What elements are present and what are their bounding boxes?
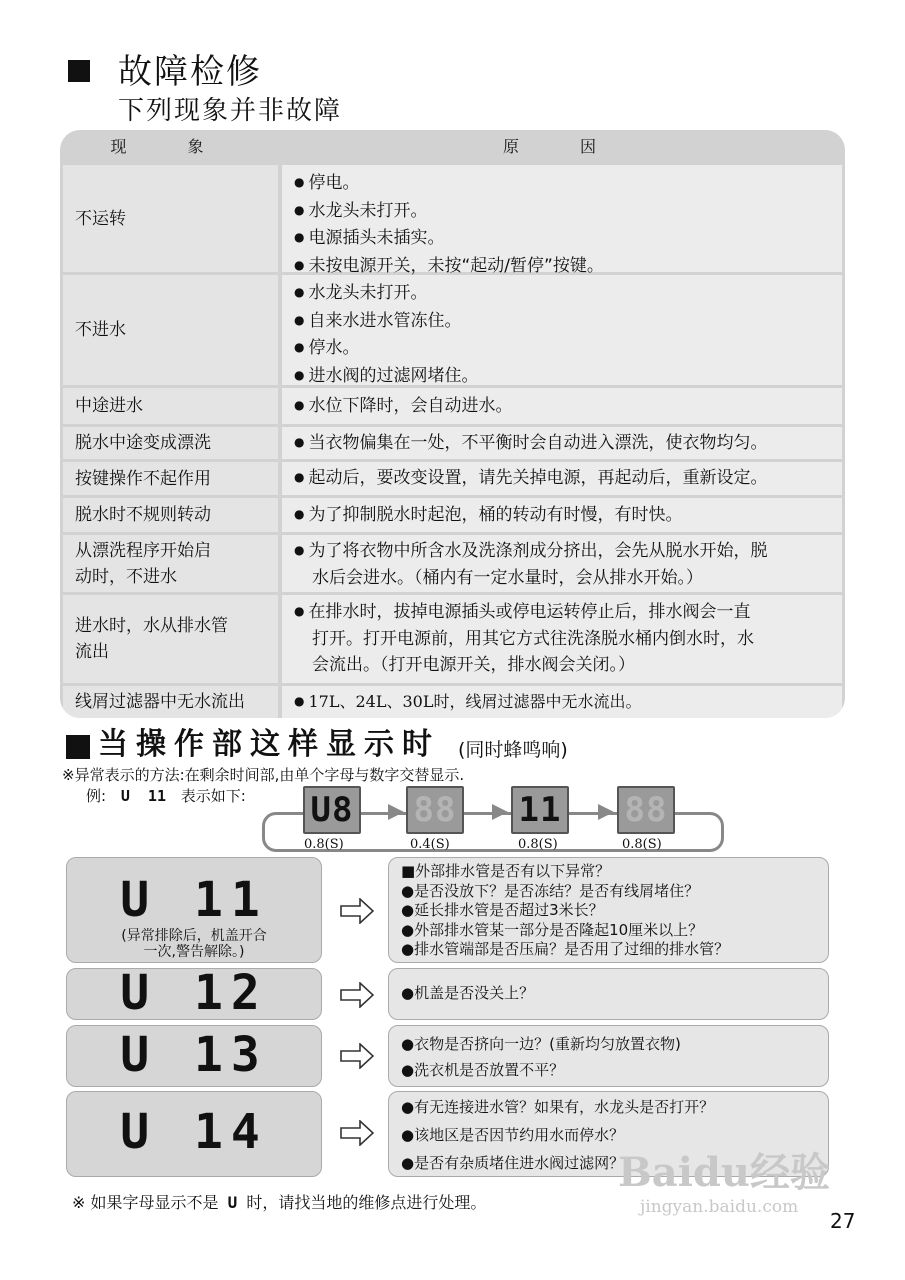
cause-cell — [282, 686, 842, 718]
cycle-connector — [362, 810, 390, 814]
cause-cell — [282, 462, 842, 495]
table-row — [60, 535, 845, 592]
cause-item-continuation: 会流出。（打开电源开关，排水阀会关闭。） — [312, 655, 635, 675]
example-code: U 11 — [120, 787, 166, 805]
example-prefix: 例: — [86, 787, 107, 805]
display-time-3: 0.8(S) — [518, 837, 558, 852]
cause-item: ● 水龙头未打开。 — [294, 279, 842, 307]
arrow-right-icon — [340, 1043, 374, 1069]
symptom-line: 动时，不进水 — [75, 567, 177, 587]
error-code-note: (异常排除后，机盖开合 — [121, 928, 267, 944]
error-code: U 13 — [120, 1027, 268, 1083]
symptom-cell: 脱水时不规则转动 — [63, 498, 278, 532]
header-cause: 原 因 — [502, 137, 625, 156]
display-frame-3: 11 — [511, 786, 569, 834]
symptom-line: 流出 — [75, 642, 109, 662]
cause-item: ● 水龙头未打开。 — [294, 197, 842, 225]
cause-item: ● 进水阀的过滤网堵住。 — [294, 362, 842, 390]
table-row — [60, 686, 845, 718]
footer-suffix: 时，请找当地的维修点进行处理。 — [246, 1193, 487, 1212]
table-row — [60, 165, 845, 276]
error-info-box — [388, 857, 829, 963]
cause-item: ● 未按电源开关，未按“起动/暂停”按键。 — [294, 252, 842, 280]
arrow-right-icon — [340, 982, 374, 1008]
example-suffix: 表示如下: — [180, 787, 246, 805]
page-title: 故障检修 — [118, 52, 262, 92]
error-code-box — [66, 1025, 322, 1087]
page-number: 27 — [830, 1209, 856, 1233]
info-line: ●是否没放下？是否冻结？是否有线屑堵住？ — [401, 881, 700, 900]
watermark-url: jingyan.baidu.com — [640, 1197, 799, 1217]
table-row — [60, 498, 845, 532]
arrow-right-icon — [340, 1120, 374, 1146]
symptom-cell: 线屑过滤器中无水流出 — [63, 686, 278, 718]
cause-item-continuation: 打开。打开电源前，用其它方式往洗涤脱水桶内倒水时，水 — [312, 628, 754, 649]
info-line: ■外部排水管是否有以下异常？ — [401, 862, 611, 880]
info-line: ●衣物是否挤向一边？(重新均匀放置衣物) — [401, 1035, 681, 1053]
heading-square-icon — [68, 60, 90, 82]
error-info-box — [388, 968, 829, 1020]
error-info-box — [388, 1025, 829, 1087]
table-row — [60, 275, 845, 385]
error-code-note: 一次,警告解除。) — [143, 944, 245, 960]
symptom-cell — [63, 535, 278, 592]
cause-cell — [282, 275, 842, 385]
header-phenomenon: 现 象 — [110, 137, 232, 156]
footer-prefix: ※ 如果字母显示不是 — [72, 1193, 219, 1212]
symptom-cell: 不进水 — [63, 275, 278, 385]
table-row — [60, 462, 845, 495]
cause-item: ● 当衣物偏集在一处，不平衡时会自动进入漂洗，使衣物均匀。 — [294, 429, 842, 457]
symptom-cell: 中途进水 — [63, 388, 278, 424]
cause-cell — [282, 388, 842, 424]
section-title: 当操作部这样显示时 — [98, 727, 440, 762]
watermark — [618, 1150, 858, 1250]
cause-cell — [282, 165, 842, 276]
cause-item: ● 为了抑制脱水时起泡，桶的转动有时慢，有时快。 — [294, 501, 842, 529]
cause-cell — [282, 427, 842, 459]
info-line: ●有无连接进水管？如果有，水龙头是否打开？ — [401, 1098, 715, 1116]
cause-item: ● 水位下降时，会自动进水。 — [294, 392, 842, 420]
cause-item: ● 停水。 — [294, 334, 842, 362]
section-square-icon — [66, 735, 90, 759]
symptom-line: 从漂洗程序开始启 — [75, 541, 211, 561]
display-time-2: 0.4(S) — [410, 837, 450, 852]
page-subtitle: 下列现象并非故障 — [118, 96, 343, 126]
symptom-cell: 脱水中途变成漂洗 — [63, 427, 278, 459]
section-note: (同时蜂鸣响) — [458, 739, 568, 761]
error-code: U 12 — [120, 965, 268, 1021]
troubleshooting-table — [60, 130, 845, 718]
table-row — [60, 595, 845, 683]
cause-cell — [282, 595, 842, 683]
info-line: ●是否有杂质堵住进水阀过滤网？ — [401, 1154, 625, 1172]
error-code-box — [66, 1091, 322, 1177]
info-line: ●外部排水管某一部分是否隆起10厘米以上？ — [401, 920, 704, 939]
arrow-right-icon — [388, 804, 404, 820]
example-line — [86, 786, 246, 806]
cause-item: ● 在排水时，拔掉电源插头或停电运转停止后，排水阀会一直 — [294, 598, 842, 626]
cause-item: ● 起动后，要改变设置，请先关掉电源，再起动后，重新设定。 — [294, 464, 842, 492]
error-code: U 14 — [120, 1104, 268, 1160]
arrow-right-icon — [492, 804, 508, 820]
table-row — [60, 388, 845, 424]
cause-item: ● 为了将衣物中所含水及洗涤剂成分挤出，会先从脱水开始，脱 — [294, 537, 842, 565]
display-time-4: 0.8(S) — [622, 837, 662, 852]
cause-item: ● 停电。 — [294, 169, 842, 197]
section-description: ※异常表示的方法:在剩余时间部,由单个字母与数字交替显示. — [62, 766, 465, 784]
symptom-cell: 按键操作不起作用 — [63, 462, 278, 495]
info-line: ●洗衣机是否放置不平？ — [401, 1061, 565, 1079]
error-code-box — [66, 857, 322, 963]
cause-item: ● 电源插头未插实。 — [294, 224, 842, 252]
info-line: ●排水管端部是否压扁？是否用了过细的排水管？ — [401, 940, 730, 958]
footer-note — [72, 1192, 486, 1214]
cause-cell — [282, 535, 842, 592]
info-line: ●机盖是否没关上？ — [401, 984, 535, 1002]
arrow-right-icon — [340, 898, 374, 924]
error-code-box — [66, 965, 322, 1021]
cause-item: ● 17L、24L、30L时，线屑过滤器中无水流出。 — [294, 688, 842, 716]
arrow-right-icon — [598, 804, 614, 820]
cause-item-continuation: 水后会进水。（桶内有一定水量时，会从排水开始。） — [312, 567, 703, 588]
cause-cell — [282, 498, 842, 532]
display-frame-1: U8 — [303, 786, 361, 834]
display-frame-4: 88 — [617, 786, 675, 834]
info-line: ●延长排水管是否超过3米长？ — [401, 901, 604, 919]
table-row — [60, 427, 845, 459]
cause-item: ● 自来水进水管冻住。 — [294, 307, 842, 335]
watermark-logo: Baidu经验 — [618, 1149, 830, 1196]
display-frame-2: 88 — [406, 786, 464, 834]
display-time-1: 0.8(S) — [304, 837, 344, 852]
footer-code: U — [227, 1193, 238, 1212]
symptom-line: 进水时，水从排水管 — [75, 616, 228, 636]
symptom-cell — [63, 595, 278, 683]
info-line: ●该地区是否因节约用水而停水？ — [401, 1126, 625, 1144]
symptom-cell: 不运转 — [63, 165, 278, 272]
error-code: U 11 — [120, 872, 268, 928]
